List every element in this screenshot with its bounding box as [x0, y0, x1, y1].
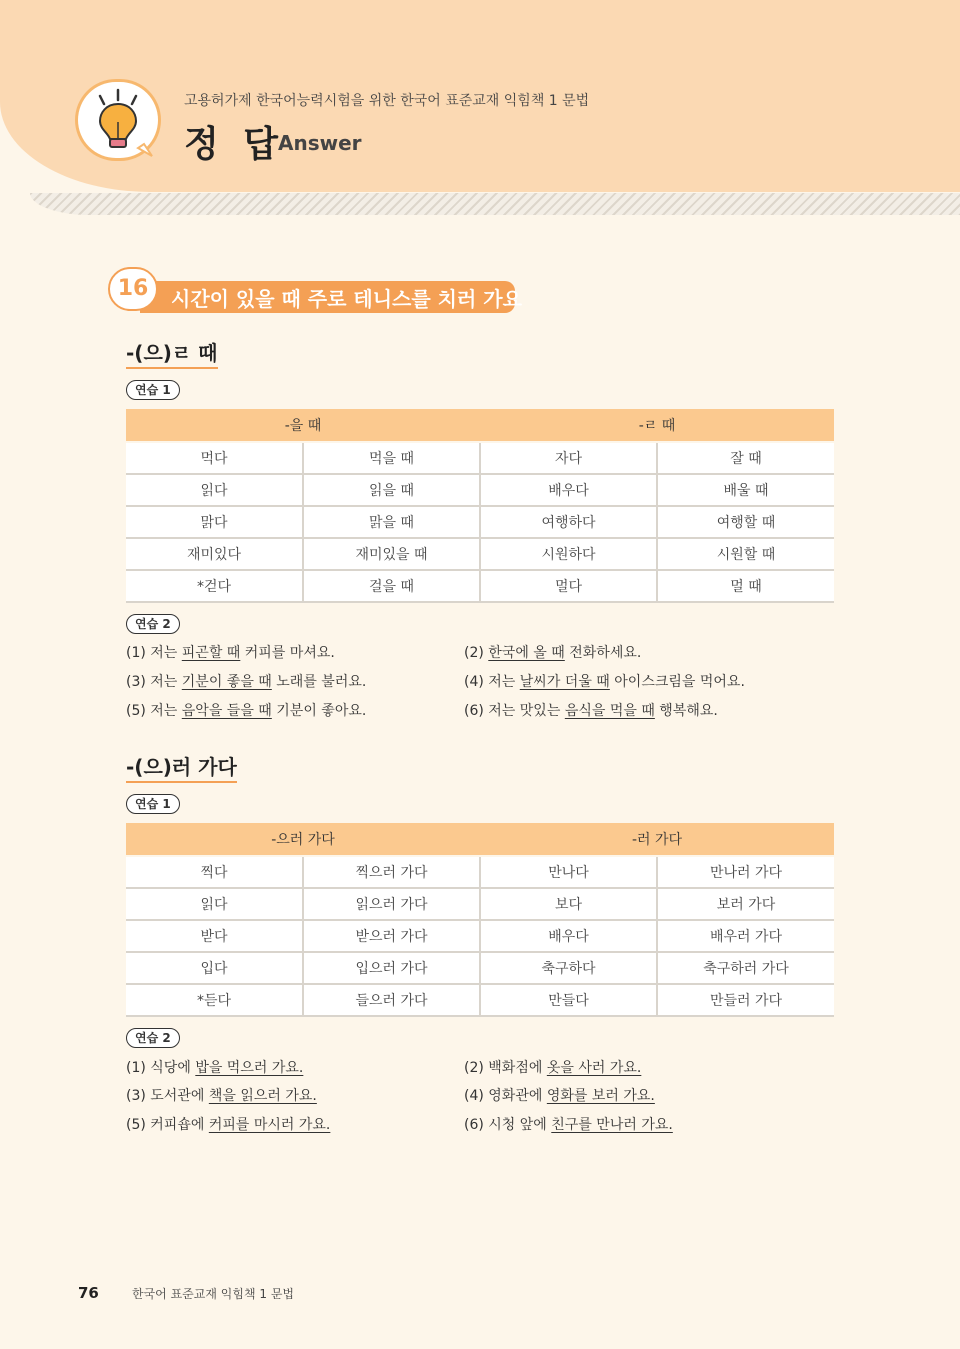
table-cell: 입으러 가다: [303, 952, 480, 984]
table-row: [126, 474, 834, 506]
table-cell: 배울 때: [657, 474, 834, 506]
table-cell: 보러 가다: [657, 888, 834, 920]
sentence-prefix: (3) 저는: [126, 674, 182, 690]
table-row: [126, 442, 834, 474]
table-cell: 읽을 때: [303, 474, 480, 506]
grammar-title-1: -(으)ㄹ 때: [126, 337, 218, 369]
table-cell: 읽다: [126, 474, 303, 506]
sentence-prefix: (6) 시청 앞에: [464, 1117, 552, 1133]
table-cell: 배우다: [480, 474, 657, 506]
table-header-row: [126, 823, 834, 856]
answer-sentence: [126, 642, 335, 662]
answer-sentence: [126, 700, 366, 720]
page-number: 76: [78, 1284, 99, 1302]
sentence-prefix: (3) 도서관에: [126, 1088, 209, 1104]
lightbulb-badge: [78, 82, 158, 158]
sentence-prefix: (1) 식당에: [126, 1060, 196, 1076]
table-cell: 여행할 때: [657, 506, 834, 538]
table-cell: 멀다: [480, 570, 657, 602]
answer-sentence: [464, 671, 745, 691]
table-cell: 만나러 가다: [657, 856, 834, 888]
sentence-prefix: (2) 백화점에: [464, 1060, 547, 1076]
table-cell: 맑다: [126, 506, 303, 538]
sentence-prefix: (2): [464, 645, 489, 661]
page-title-english: Answer: [278, 131, 362, 155]
table-cell: *걷다: [126, 570, 303, 602]
table-header-cell: -으러 가다: [126, 823, 480, 856]
table-cell: 배우다: [480, 920, 657, 952]
conjugation-table-2: [126, 823, 834, 1017]
table-cell: 먹다: [126, 442, 303, 474]
table-cell: 보다: [480, 888, 657, 920]
table-cell: 받으러 가다: [303, 920, 480, 952]
table-cell: 자다: [480, 442, 657, 474]
table-row: [126, 856, 834, 888]
table-header-cell: -러 가다: [480, 823, 834, 856]
answer-sentence: [464, 1085, 655, 1105]
table-cell: 먹을 때: [303, 442, 480, 474]
sentence-prefix: (5) 커피숍에: [126, 1117, 209, 1133]
answer-sentence: [464, 1114, 673, 1134]
table-cell: 재미있다: [126, 538, 303, 570]
table-cell: 배우러 가다: [657, 920, 834, 952]
sentence-prefix: (5) 저는: [126, 703, 182, 719]
table-cell: 들으러 가다: [303, 984, 480, 1016]
answer-text: 날씨가 더울 때: [519, 674, 610, 690]
table-cell: 걸을 때: [303, 570, 480, 602]
table-cell: 재미있을 때: [303, 538, 480, 570]
exercise-2-badge: 연습 2: [126, 614, 180, 634]
answer-text: 피곤할 때: [181, 645, 241, 661]
answer-sentence: [126, 1114, 330, 1134]
answer-text: 음식을 먹을 때: [564, 703, 655, 719]
table-row: [126, 888, 834, 920]
sentence-prefix: (1) 저는: [126, 645, 182, 661]
table-cell: 읽다: [126, 888, 303, 920]
table-cell: 시원할 때: [657, 538, 834, 570]
table-row: [126, 984, 834, 1016]
lesson-title: 시간이 있을 때 주로 테니스를 치러 가요: [171, 287, 522, 311]
sentence-suffix: 행복해요.: [654, 703, 718, 719]
sentence-prefix: (6) 저는 맛있는: [464, 703, 565, 719]
table-cell: 축구하다: [480, 952, 657, 984]
table-header-row: [126, 409, 834, 442]
table-cell: 잘 때: [657, 442, 834, 474]
sentence-suffix: 노래를 불러요.: [271, 674, 367, 690]
table-cell: 만들다: [480, 984, 657, 1016]
header-stripe: [30, 193, 960, 215]
answer-sentence: [126, 1057, 303, 1077]
table-cell: 만들러 가다: [657, 984, 834, 1016]
answer-text: 친구를 만나러 가요.: [551, 1117, 673, 1133]
table-row: [126, 952, 834, 984]
sentence-suffix: 아이스크림을 먹어요.: [609, 674, 745, 690]
table-row: [126, 570, 834, 602]
answer-sentence: [464, 700, 718, 720]
table-row: [126, 506, 834, 538]
lesson-number: 16: [108, 267, 158, 311]
answer-sentence: [126, 1085, 317, 1105]
table-cell: 축구하러 가다: [657, 952, 834, 984]
answer-text: 음악을 들을 때: [181, 703, 272, 719]
exercise-1-badge: 연습 1: [126, 794, 180, 814]
table-cell: 맑을 때: [303, 506, 480, 538]
sentence-suffix: 기분이 좋아요.: [271, 703, 367, 719]
answer-text: 커피를 마시러 가요.: [208, 1117, 331, 1133]
book-subtitle: 고용허가제 한국어능력시험을 위한 한국어 표준교재 익힘책 1 문법: [184, 93, 590, 109]
footer-book-title: 한국어 표준교재 익힘책 1 문법: [132, 1287, 294, 1301]
sentence-prefix: (4) 영화관에: [464, 1088, 547, 1104]
table-cell: 여행하다: [480, 506, 657, 538]
answer-text: 책을 읽으러 가요.: [208, 1088, 317, 1104]
table-cell: 입다: [126, 952, 303, 984]
answer-sentence: [464, 642, 641, 662]
conjugation-table-1: [126, 409, 834, 603]
page-title: 정 답: [184, 124, 285, 165]
table-cell: 받다: [126, 920, 303, 952]
answer-text: 기분이 좋을 때: [181, 674, 272, 690]
exercise-1-badge: 연습 1: [126, 380, 180, 400]
answer-text: 옷을 사러 가요.: [546, 1060, 642, 1076]
exercise-2-badge: 연습 2: [126, 1028, 180, 1048]
grammar-title-2: -(으)러 가다: [126, 751, 237, 783]
answer-sentence: [126, 671, 366, 691]
sentence-suffix: 전화하세요.: [564, 645, 642, 661]
table-header-cell: -을 때: [126, 409, 480, 442]
table-cell: *듣다: [126, 984, 303, 1016]
table-header-cell: -ㄹ 때: [480, 409, 834, 442]
answer-text: 영화를 보러 가요.: [546, 1088, 655, 1104]
table-cell: 만나다: [480, 856, 657, 888]
table-cell: 읽으러 가다: [303, 888, 480, 920]
answer-text: 밥을 먹으러 가요.: [195, 1060, 304, 1076]
table-row: [126, 538, 834, 570]
table-cell: 찍으러 가다: [303, 856, 480, 888]
table-cell: 시원하다: [480, 538, 657, 570]
table-row: [126, 920, 834, 952]
table-cell: 멀 때: [657, 570, 834, 602]
table-cell: 찍다: [126, 856, 303, 888]
answer-sentence: [464, 1057, 641, 1077]
sentence-suffix: 커피를 마셔요.: [240, 645, 335, 661]
answer-text: 한국에 올 때: [488, 645, 565, 661]
lightbulb-icon: [78, 82, 158, 158]
sentence-prefix: (4) 저는: [464, 674, 520, 690]
